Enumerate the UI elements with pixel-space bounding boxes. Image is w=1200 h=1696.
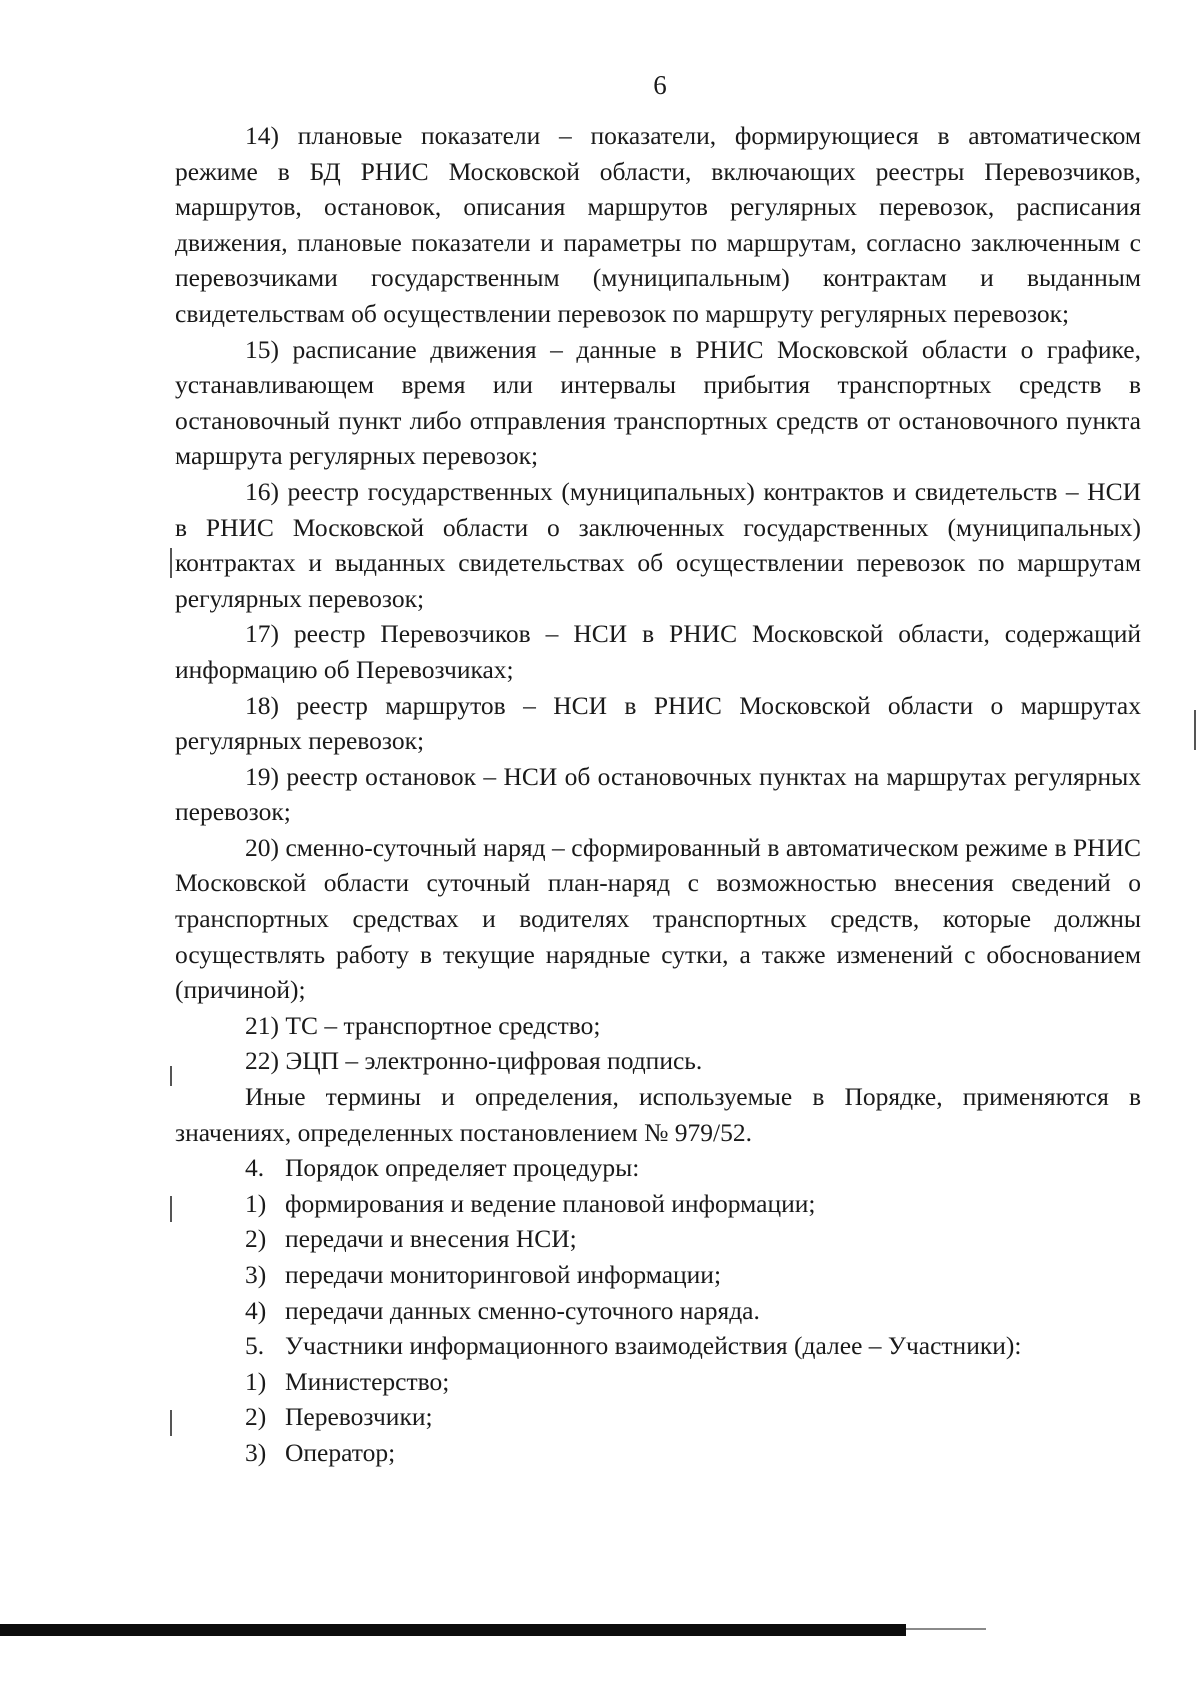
scan-margin-mark <box>170 1066 172 1086</box>
list-item-number: 1) <box>245 1188 267 1218</box>
list-item-number: 1) <box>245 1366 267 1396</box>
page-number: 6 <box>653 70 667 100</box>
paragraph-22: 22) ЭЦП – электронно-цифровая подпись. <box>245 1046 703 1076</box>
list-item <box>175 1150 1141 1186</box>
scan-margin-mark <box>170 548 172 578</box>
paragraph-14: 14) плановые показатели – показатели, формирующиеся в автоматическом режиме в БД РНИС Московской области, включающих реестры Перевозчиков, маршрутов, остановок, описания маршрутов регулярных перевозок, расписания движения, плановые показатели и параметры по маршрутам, согласно заключенным с перевозчиками государственным (муниципальным) контрактам и выданным свидетельствам об осуществлении перевозок по маршруту регулярных перевозок; <box>175 121 1141 328</box>
list-item-number: 3) <box>245 1437 267 1467</box>
list-item <box>175 1364 1141 1400</box>
paragraph-17: 17) реестр Перевозчиков – НСИ в РНИС Московской области, содержащий информацию об Перевозчиках; <box>175 619 1141 684</box>
list-item <box>175 1257 1141 1293</box>
list-item-text: Оператор; <box>285 1437 396 1467</box>
list-item-number: 4. <box>245 1153 265 1183</box>
list-item <box>175 1435 1141 1471</box>
scan-margin-mark <box>170 1410 172 1436</box>
scan-bottom-edge-fade <box>906 1628 986 1630</box>
paragraph-16: 16) реестр государственных (муниципальных) контрактов и свидетельств – НСИ в РНИС Московской области о заключенных государственных (муниципальных) контрактах и выданных свидетельствах об осуществлении перевозок по маршрутам регулярных перевозок; <box>175 476 1141 613</box>
list-item-number: 5. <box>245 1331 265 1361</box>
paragraph-19: 19) реестр остановок – НСИ об остановочных пунктах на маршрутах регулярных перевозок; <box>175 761 1141 827</box>
list-item-number: 3) <box>245 1260 267 1289</box>
scan-bottom-edge <box>0 1624 906 1636</box>
list-item-text: Министерство; <box>285 1366 450 1396</box>
list-item <box>175 1293 1141 1329</box>
list-item-text: передачи мониторинговой информации; <box>285 1260 722 1289</box>
list-item-number: 2) <box>245 1224 267 1254</box>
list-item-text: Порядок определяет процедуры: <box>285 1153 640 1183</box>
paragraph-20: 20) сменно-суточный наряд – сформированный в автоматическом режиме в РНИС Московской области суточный план-наряд с возможностью внесения сведений о транспортных средствах и водителях транспортных средств, которые должны осуществлять работу в текущие нарядные сутки, а также изменений с обоснованием (причиной); <box>175 832 1141 1005</box>
scan-margin-mark <box>170 1196 172 1222</box>
list-item <box>175 1221 1141 1257</box>
list-item-text: формирования и ведение плановой информации; <box>285 1188 816 1218</box>
list-item <box>175 1186 1141 1222</box>
list-item-text: передачи данных сменно-суточного наряда. <box>285 1295 760 1325</box>
list-item <box>175 1328 1141 1364</box>
list-item-number: 2) <box>245 1402 267 1432</box>
list-item-text: Участники информационного взаимодействия (далее – Участники): <box>285 1331 1022 1361</box>
list-item-text: Перевозчики; <box>285 1402 433 1432</box>
list-item-text: передачи и внесения НСИ; <box>285 1224 577 1254</box>
paragraph-15: 15) расписание движения – данные в РНИС Московской области о графике, устанавливающем время или интервалы прибытия транспортных средств в остановочный пункт либо отправления транспортных средств от остановочного пункта маршрута регулярных перевозок; <box>175 334 1141 471</box>
scan-margin-mark <box>1194 710 1196 750</box>
document-body <box>175 118 1141 1471</box>
list-item <box>175 1399 1141 1435</box>
paragraph-21: 21) ТС – транспортное средство; <box>245 1010 601 1040</box>
paragraph-18: 18) реестр маршрутов – НСИ в РНИС Московской области о маршрутах регулярных перевозок; <box>175 690 1141 756</box>
list-item-number: 4) <box>245 1295 267 1325</box>
paragraph-other-terms: Иные термины и определения, используемые в Порядке, применяются в значениях, определенных постановлением № 979/52. <box>175 1082 1141 1147</box>
